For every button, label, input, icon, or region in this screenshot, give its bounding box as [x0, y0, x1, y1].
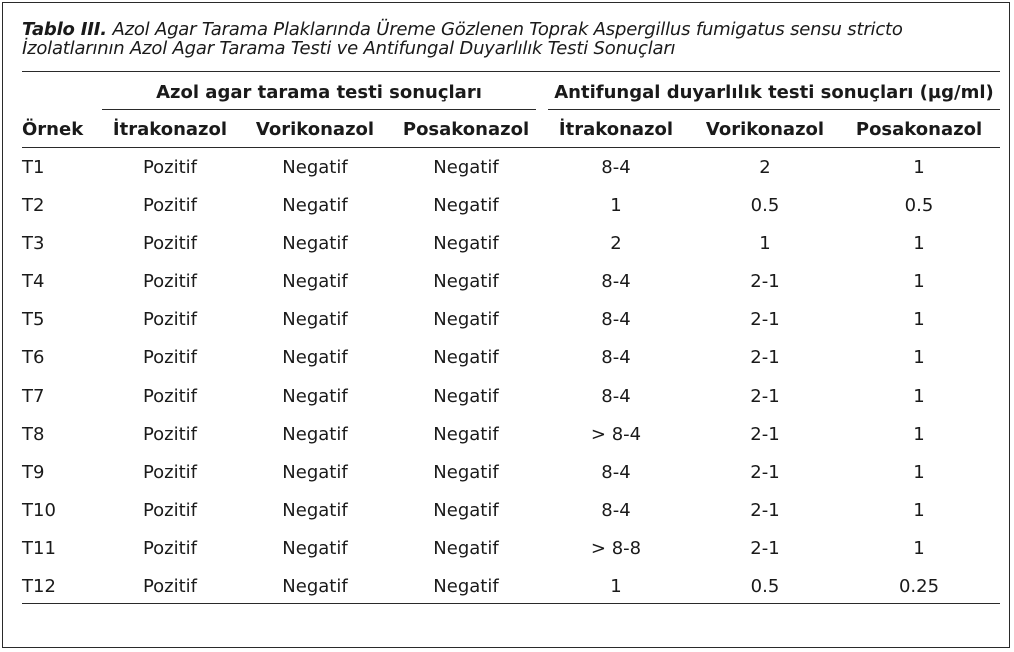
cell-mic-posaconazole: 1	[913, 499, 925, 521]
table-row	[0, 530, 1014, 568]
cell-screen-voriconazole: Negatif	[282, 537, 348, 559]
group-header-susceptibility: Antifungal duyarlılık testi sonuçları (µg/ml)	[554, 82, 994, 103]
cell-mic-posaconazole: 1	[913, 271, 925, 293]
table-row	[0, 492, 1014, 530]
cell-screen-posaconazole: Negatif	[433, 271, 499, 293]
table-row	[0, 454, 1014, 492]
cell-screen-posaconazole: Negatif	[433, 461, 499, 483]
table-row	[0, 339, 1014, 377]
cell-mic-posaconazole: 1	[913, 537, 925, 559]
cell-screen-itraconazole: Pozitif	[142, 347, 198, 369]
cell-screen-posaconazole: Negatif	[433, 385, 499, 407]
group-divider-susceptibility	[548, 109, 1000, 110]
cell-sample: T11	[22, 537, 56, 559]
cell-screen-posaconazole: Negatif	[433, 423, 499, 445]
cell-mic-itraconazole: 1	[610, 576, 622, 598]
table-caption	[22, 20, 992, 58]
cell-screen-itraconazole: Pozitif	[142, 157, 198, 178]
cell-sample: T6	[22, 347, 45, 369]
cell-sample: T2	[22, 195, 45, 217]
cell-mic-voriconazole: 2	[759, 157, 771, 178]
cell-mic-posaconazole: 1	[913, 157, 925, 178]
table-row	[0, 187, 1014, 225]
cell-mic-itraconazole: 8-4	[601, 385, 631, 407]
cell-mic-posaconazole: 1	[913, 423, 925, 445]
cell-screen-voriconazole: Negatif	[282, 347, 348, 369]
cell-screen-posaconazole: Negatif	[433, 233, 499, 255]
cell-screen-voriconazole: Negatif	[282, 423, 348, 445]
cell-screen-posaconazole: Negatif	[433, 157, 499, 178]
cell-sample: T5	[22, 309, 45, 331]
cell-screen-posaconazole: Negatif	[433, 347, 499, 369]
cell-sample: T4	[22, 271, 45, 293]
cell-mic-itraconazole: 8-4	[601, 461, 631, 483]
cell-screen-posaconazole: Negatif	[433, 499, 499, 521]
table-row	[0, 225, 1014, 263]
header-divider	[22, 147, 1000, 148]
cell-screen-itraconazole: Pozitif	[142, 233, 198, 255]
cell-mic-voriconazole: 2-1	[750, 499, 780, 521]
table-row	[0, 568, 1014, 606]
cell-sample: T9	[22, 461, 45, 483]
cell-screen-voriconazole: Negatif	[282, 157, 348, 178]
cell-mic-itraconazole: > 8-4	[590, 423, 642, 445]
cell-mic-voriconazole: 2-1	[750, 461, 780, 483]
cell-mic-posaconazole: 0.25	[898, 576, 940, 598]
cell-screen-voriconazole: Negatif	[282, 461, 348, 483]
cell-sample: T12	[22, 576, 56, 598]
cell-mic-itraconazole: > 8-8	[590, 537, 642, 559]
cell-screen-itraconazole: Pozitif	[142, 195, 198, 217]
table-caption-text: Azol Agar Tarama Plaklarında Üreme Gözlenen Toprak Aspergillus fumigatus sensu stricto İzolatlarının Azol Agar Tarama Testi ve Antifungal Duyarlılık Testi Sonuçları	[22, 19, 903, 59]
cell-mic-voriconazole: 2-1	[750, 423, 780, 445]
cell-mic-voriconazole: 2-1	[750, 309, 780, 331]
column-header-screen-posaconazole: Posakonazol	[402, 119, 530, 140]
table-body	[0, 149, 1014, 606]
cell-screen-posaconazole: Negatif	[433, 309, 499, 331]
cell-mic-itraconazole: 8-4	[601, 157, 631, 178]
cell-sample: T10	[22, 499, 56, 521]
cell-mic-voriconazole: 2-1	[750, 385, 780, 407]
cell-mic-posaconazole: 1	[913, 461, 925, 483]
cell-mic-posaconazole: 0.5	[904, 195, 934, 217]
cell-sample: T3	[22, 233, 45, 255]
cell-screen-itraconazole: Pozitif	[142, 499, 198, 521]
cell-screen-itraconazole: Pozitif	[142, 576, 198, 598]
cell-screen-voriconazole: Negatif	[282, 499, 348, 521]
table-caption-label: Tablo III.	[22, 19, 107, 40]
cell-mic-itraconazole: 2	[610, 233, 622, 255]
cell-mic-voriconazole: 2-1	[750, 271, 780, 293]
cell-mic-voriconazole: 0.5	[750, 195, 780, 217]
column-header-screen-voriconazole: Vorikonazol	[255, 119, 375, 140]
cell-mic-posaconazole: 1	[913, 233, 925, 255]
cell-screen-voriconazole: Negatif	[282, 309, 348, 331]
table-row	[0, 378, 1014, 416]
group-header-screening: Azol agar tarama testi sonuçları	[156, 82, 482, 103]
cell-screen-voriconazole: Negatif	[282, 195, 348, 217]
cell-mic-itraconazole: 8-4	[601, 271, 631, 293]
cell-screen-voriconazole: Negatif	[282, 271, 348, 293]
cell-mic-itraconazole: 8-4	[601, 347, 631, 369]
cell-screen-itraconazole: Pozitif	[142, 271, 198, 293]
cell-screen-itraconazole: Pozitif	[142, 537, 198, 559]
cell-mic-posaconazole: 1	[913, 385, 925, 407]
group-divider-screening	[102, 109, 536, 110]
cell-screen-posaconazole: Negatif	[433, 576, 499, 598]
cell-sample: T1	[22, 157, 45, 178]
cell-mic-itraconazole: 8-4	[601, 499, 631, 521]
table-row	[0, 301, 1014, 339]
cell-screen-posaconazole: Negatif	[433, 537, 499, 559]
cell-screen-itraconazole: Pozitif	[142, 461, 198, 483]
cell-screen-posaconazole: Negatif	[433, 195, 499, 217]
cell-mic-posaconazole: 1	[913, 347, 925, 369]
column-header-mic-voriconazole: Vorikonazol	[705, 119, 825, 140]
cell-screen-voriconazole: Negatif	[282, 233, 348, 255]
table-bottom-divider	[22, 603, 1000, 604]
cell-screen-itraconazole: Pozitif	[142, 423, 198, 445]
cell-screen-itraconazole: Pozitif	[142, 309, 198, 331]
column-header-screen-itraconazole: İtrakonazol	[112, 119, 228, 140]
cell-screen-itraconazole: Pozitif	[142, 385, 198, 407]
caption-divider	[22, 71, 1000, 72]
cell-mic-voriconazole: 0.5	[750, 576, 780, 598]
cell-mic-voriconazole: 2-1	[750, 347, 780, 369]
cell-mic-posaconazole: 1	[913, 309, 925, 331]
table-row	[0, 263, 1014, 301]
table-row	[0, 149, 1014, 187]
column-header-sample: Örnek	[22, 119, 84, 140]
cell-sample: T8	[22, 423, 45, 445]
cell-mic-itraconazole: 8-4	[601, 309, 631, 331]
cell-screen-voriconazole: Negatif	[282, 576, 348, 598]
column-header-mic-itraconazole: İtrakonazol	[558, 119, 674, 140]
cell-mic-voriconazole: 2-1	[750, 537, 780, 559]
cell-sample: T7	[22, 385, 45, 407]
column-header-mic-posaconazole: Posakonazol	[855, 119, 983, 140]
cell-mic-itraconazole: 1	[610, 195, 622, 217]
cell-screen-voriconazole: Negatif	[282, 385, 348, 407]
table-row	[0, 416, 1014, 454]
cell-mic-voriconazole: 1	[759, 233, 771, 255]
